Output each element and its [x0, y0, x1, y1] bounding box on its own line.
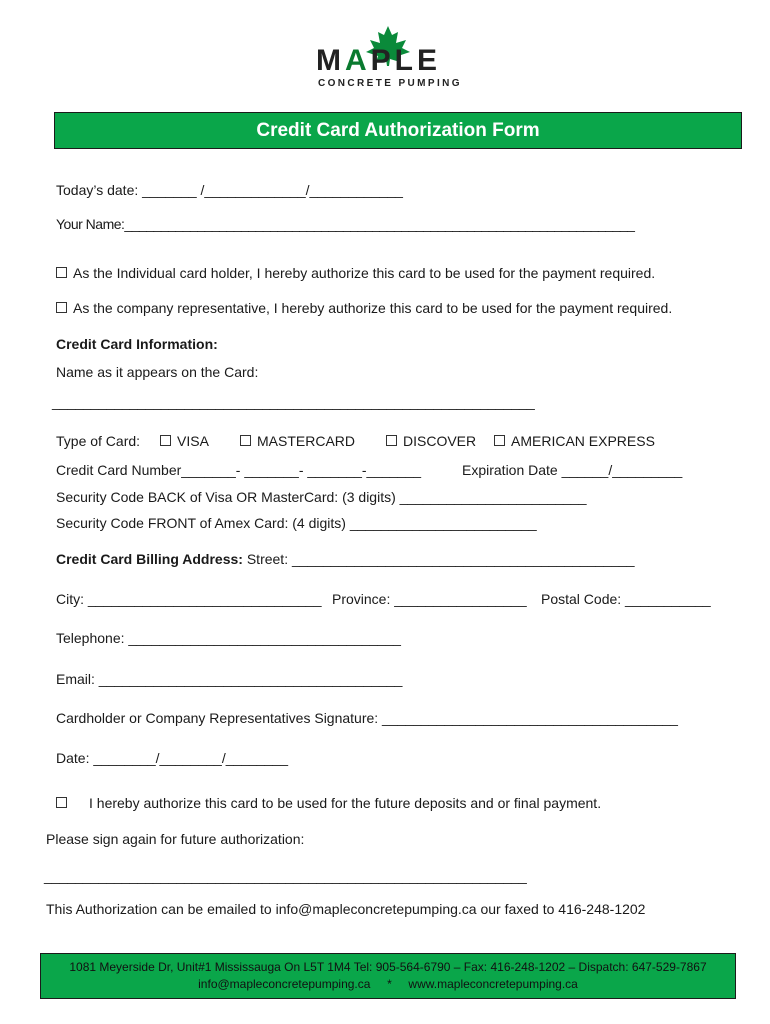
city-field[interactable]: City: ______________________________: [56, 591, 322, 607]
telephone-field[interactable]: Telephone: ___________________________________: [56, 630, 401, 646]
card-type-discover[interactable]: [386, 433, 476, 449]
form-title: Credit Card Authorization Form: [54, 112, 742, 149]
expiration-date-field[interactable]: Expiration Date ______/_________: [462, 462, 683, 478]
card-type-mastercard[interactable]: [240, 433, 355, 449]
billing-address-row: [56, 551, 635, 567]
authorize-individual-label: As the Individual card holder, I hereby authorize this card to be used for the payment required.: [73, 265, 656, 281]
future-auth-checkbox[interactable]: [56, 797, 67, 808]
logo-subtitle: CONCRETE PUMPING: [318, 78, 462, 89]
discover-label: DISCOVER: [403, 433, 477, 449]
cc-info-heading: Credit Card Information:: [56, 336, 218, 352]
authorize-company-checkbox[interactable]: [56, 302, 67, 313]
company-logo: [300, 26, 470, 94]
authorize-company-option[interactable]: [56, 300, 672, 316]
street-field[interactable]: Street: ____________________________________________: [246, 551, 635, 567]
your-name-field[interactable]: Your Name:______________________________________________________________________: [56, 216, 635, 232]
security-code-front-field[interactable]: Security Code FRONT of Amex Card: (4 digits) ________________________: [56, 515, 537, 531]
footer-web: info@mapleconcretepumping.ca * www.mapleconcretepumping.ca: [198, 977, 578, 991]
sign-again-label: Please sign again for future authorization:: [46, 831, 305, 847]
email-note: This Authorization can be emailed to info@mapleconcretepumping.ca our faxed to 416-248-1202: [46, 901, 646, 917]
name-on-card-line[interactable]: ______________________________________________________________: [52, 394, 535, 410]
discover-checkbox[interactable]: [386, 435, 397, 446]
name-on-card-label: Name as it appears on the Card:: [56, 364, 259, 380]
todays-date-field[interactable]: Today’s date: _______ /_____________/____________: [56, 182, 403, 198]
visa-checkbox[interactable]: [160, 435, 171, 446]
date-field[interactable]: Date: ________/________/________: [56, 750, 288, 766]
mastercard-checkbox[interactable]: [240, 435, 251, 446]
province-field[interactable]: Province: _________________: [332, 591, 527, 607]
authorize-company-label: As the company representative, I hereby authorize this card to be used for the payment required.: [73, 300, 673, 316]
future-auth-label: I hereby authorize this card to be used for the future deposits and or final payment.: [89, 795, 602, 811]
card-type-amex[interactable]: [494, 433, 655, 449]
email-field[interactable]: Email: _______________________________________: [56, 671, 403, 687]
card-number-field[interactable]: Credit Card Number_______- _______- _______-_______: [56, 462, 422, 478]
contact-footer: [40, 953, 736, 999]
logo-wordmark: MAPLE: [316, 44, 442, 77]
footer-address: 1081 Meyerside Dr, Unit#1 Mississauga On L5T 1M4 Tel: 905-564-6790 – Fax: 416-248-1202 – Dispatch: 647-529-7867: [69, 960, 707, 974]
card-type-visa[interactable]: [160, 433, 209, 449]
authorize-individual-checkbox[interactable]: [56, 267, 67, 278]
signature-field[interactable]: Cardholder or Company Representatives Signature: ______________________________________: [56, 710, 678, 726]
future-auth-option[interactable]: [56, 795, 601, 811]
security-code-back-field[interactable]: Security Code BACK of Visa OR MasterCard: (3 digits) ________________________: [56, 489, 587, 505]
amex-label: AMERICAN EXPRESS: [511, 433, 655, 449]
visa-label: VISA: [177, 433, 209, 449]
postal-code-field[interactable]: Postal Code: ___________: [541, 591, 711, 607]
sign-again-line[interactable]: ______________________________________________________________: [44, 868, 527, 884]
type-of-card-label: Type of Card:: [56, 433, 141, 449]
billing-address-label: Credit Card Billing Address:: [56, 551, 243, 567]
amex-checkbox[interactable]: [494, 435, 505, 446]
authorize-individual-option[interactable]: [56, 265, 655, 281]
mastercard-label: MASTERCARD: [257, 433, 356, 449]
